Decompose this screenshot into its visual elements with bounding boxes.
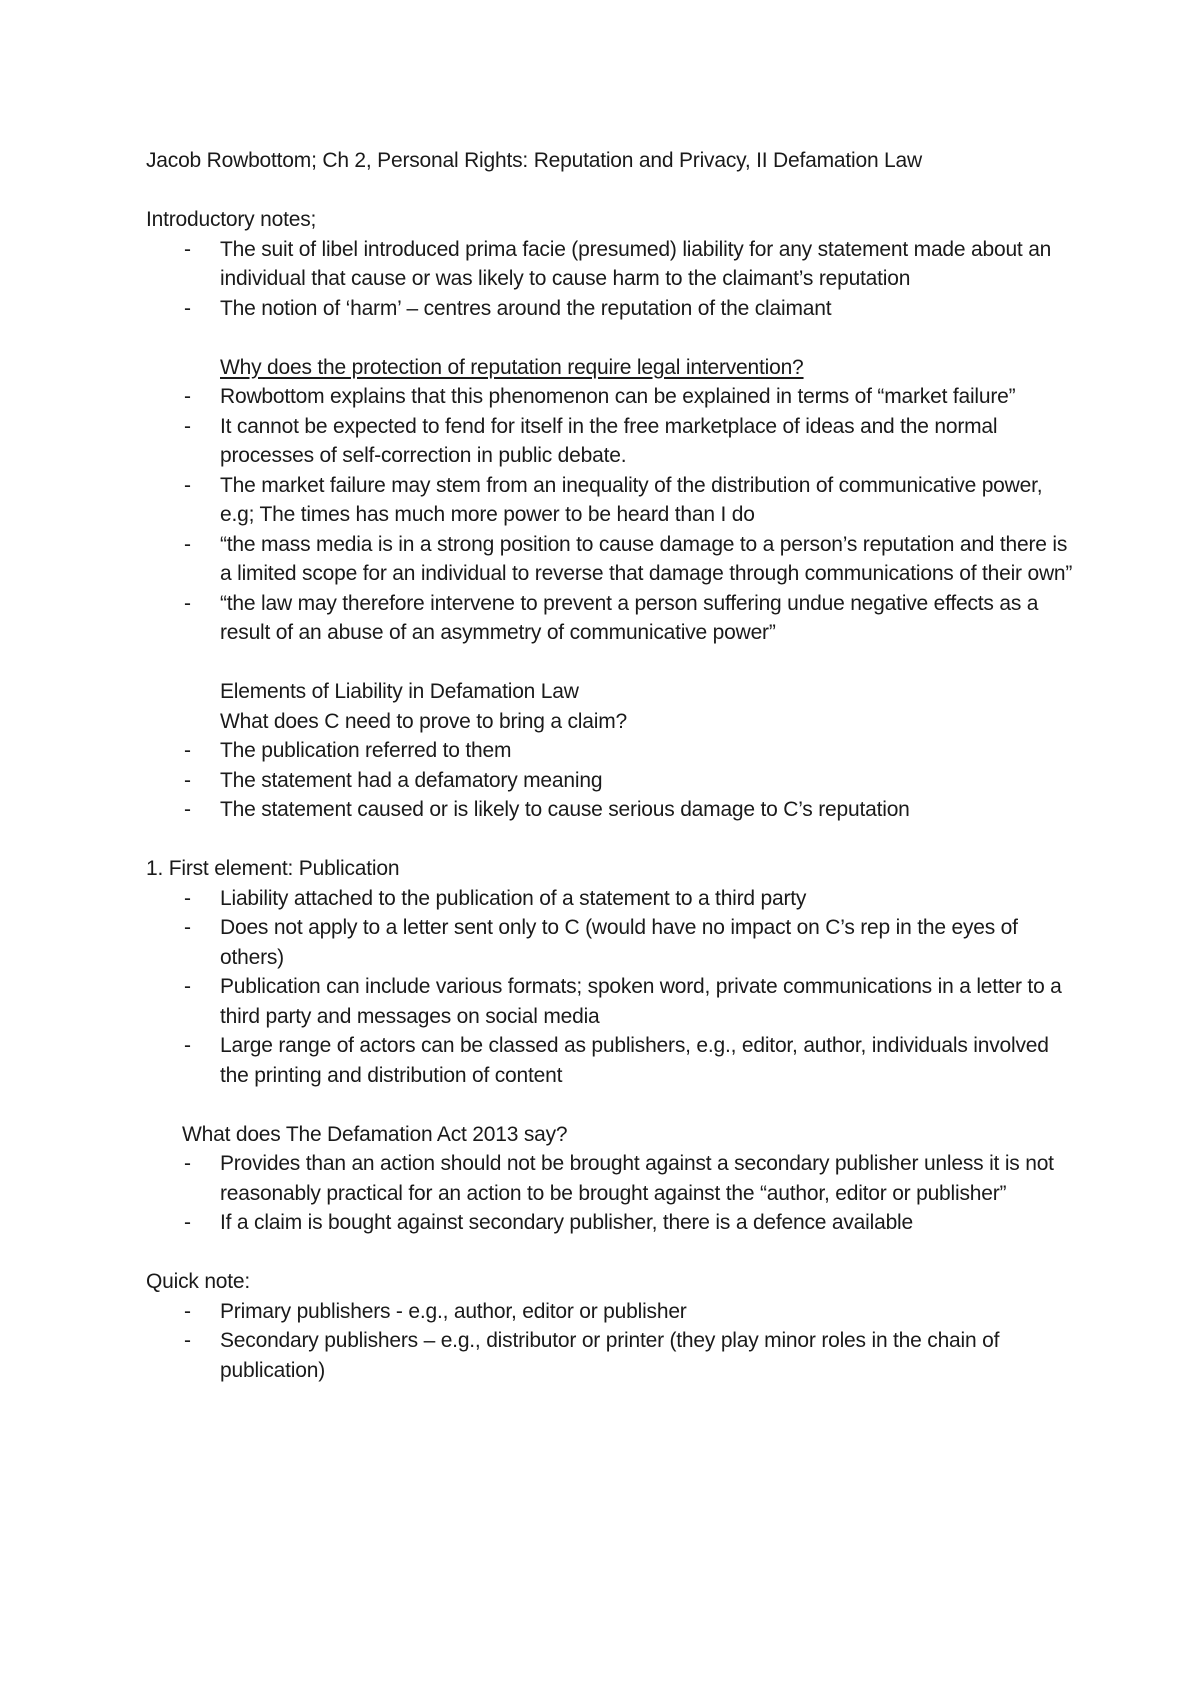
document-page (146, 146, 1076, 1385)
list-item: - It cannot be expected to fend for itself in the free marketplace of ideas and the normal processes of self-correction in public debate. (184, 414, 998, 467)
list-item: - Provides than an action should not be brought against a secondary publisher unless it is not reasonably practical for an action to be brought against the “author, editor or publisher” (184, 1152, 1054, 1205)
intro-list (146, 235, 1076, 324)
quick-note-list (146, 1297, 1076, 1386)
list-item: - Large range of actors can be classed as publishers, e.g., editor, author, individuals involved the printing and distribution of content (184, 1034, 1049, 1087)
document-title: Jacob Rowbottom; Ch 2, Personal Rights: Reputation and Privacy, II Defamation Law (146, 149, 922, 172)
list-item: - The market failure may stem from an inequality of the distribution of communicative power, e.g; The times has much more power to be heard than I do (184, 473, 1043, 526)
list-item: - Rowbottom explains that this phenomenon can be explained in terms of “market failure” (184, 385, 1016, 408)
list-item: - Liability attached to the publication of a statement to a third party (184, 886, 807, 910)
list-item: - The statement caused or is likely to cause serious damage to C’s reputation (184, 798, 910, 821)
list-item: - Secondary publishers – e.g., distributor or printer (they play minor roles in the chain of publication) (184, 1329, 1000, 1382)
list-item: - “the law may therefore intervene to prevent a person suffering undue negative effects as a result of an abuse of an asymmetry of communicative power” (184, 591, 1039, 644)
list-item: - If a claim is bought against secondary publisher, there is a defence available (184, 1211, 913, 1234)
list-item: - Primary publishers - e.g., author, editor or publisher (184, 1299, 687, 1323)
list-item: - The notion of ‘harm’ – centres around the reputation of the claimant (184, 296, 832, 320)
act-list (146, 1149, 1076, 1238)
list-item: - The suit of libel introduced prima facie (presumed) liability for any statement made about an individual that cause or was likely to cause harm to the claimant’s reputation (184, 237, 1052, 290)
list-item: - The publication referred to them (184, 739, 512, 762)
first-element-heading: 1. First element: Publication (146, 857, 400, 880)
quick-note-heading: Quick note: (146, 1270, 251, 1293)
list-item: - Does not apply to a letter sent only to C (would have no impact on C’s rep in the eyes of others) (184, 916, 1018, 969)
list-item: - The statement had a defamatory meaning (184, 768, 603, 792)
list-item: - Publication can include various formats; spoken word, private communications in a letter to a third party and messages on social media (184, 975, 1062, 1028)
act-heading: What does The Defamation Act 2013 say? (182, 1122, 568, 1146)
elements-list (146, 736, 1076, 825)
intro-heading: Introductory notes; (146, 208, 317, 231)
why-heading: Why does the protection of reputation require legal intervention? (220, 355, 804, 379)
first-element-list (146, 884, 1076, 1091)
elements-heading: Elements of Liability in Defamation Law (220, 680, 579, 703)
why-list (146, 382, 1076, 648)
list-item: - “the mass media is in a strong position to cause damage to a person’s reputation and there is a limited scope for an individual to reverse that damage through communications of their own” (184, 532, 1073, 585)
elements-subheading: What does C need to prove to bring a claim? (220, 709, 627, 733)
